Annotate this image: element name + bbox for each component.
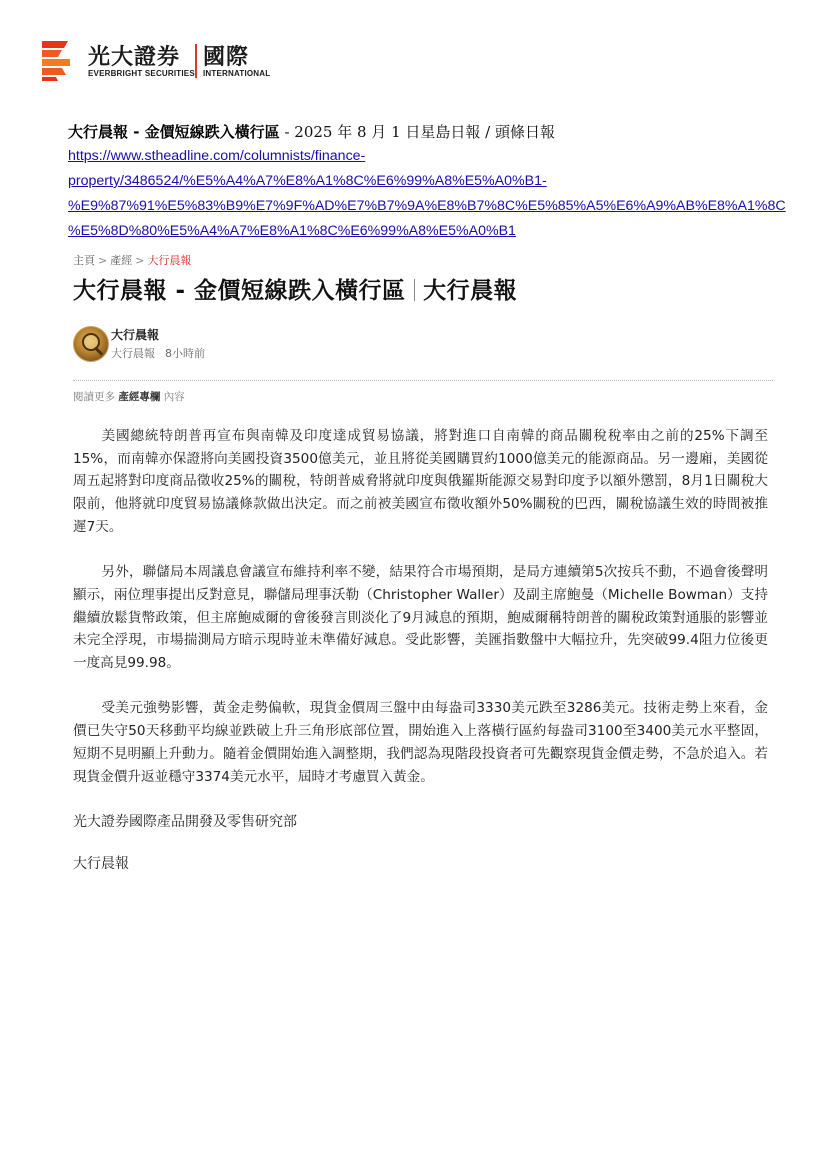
paragraph: 另外，聯儲局本周議息會議宣布維持利率不變，結果符合市場預期，是局方連續第5次按兵不動，不過會後聲明顯示，兩位理事提出反對意見，聯儲局理事沃勒（Christopher Waller）及副主席鮑曼（Michelle Bowman）支持繼續放鬆貨幣政策，但主席鮑威爾的會後發言則淡化了9月減息的預期，鮑威爾稱特朗普的關稅政策對通脹的影響並未完全浮現，市場揣測局方暗示現時並未準備好減息。受此影響，美匯指數盤中大幅拉升，先突破99.4阻力位後更一度高見99.98。 — [73, 564, 768, 672]
article-body — [73, 425, 768, 788]
avatar[interactable] — [73, 326, 109, 362]
document-title: 大行晨報 - 金價短線跌入橫行區 — [68, 123, 280, 141]
read-more-prefix: 閱讀更多 — [73, 391, 115, 403]
magnifier-handle — [94, 346, 103, 355]
logo-division-en: INTERNATIONAL — [203, 69, 271, 78]
post-time: 8小時前 — [165, 347, 205, 360]
source-url-line-4[interactable]: %E5%8D%80%E5%A4%A7%E8%A1%8C%E6%99%A8%E5%A0%B1 — [68, 223, 516, 239]
source-url-line-3[interactable]: %E9%87%91%E5%83%B9%E7%9F%AD%E7%B7%9A%E8%B7%8C%E5%85%A5%E6%A9%AB%E8%A1%8C — [68, 198, 786, 214]
title-divider — [414, 279, 416, 301]
article-clip — [73, 252, 778, 875]
breadcrumb-separator: > — [135, 254, 145, 267]
read-more — [73, 389, 778, 405]
logo-divider — [195, 44, 197, 78]
breadcrumb — [73, 252, 778, 270]
author-meta — [111, 345, 205, 361]
signature-column: 大行晨報 — [73, 855, 129, 872]
read-more-suffix: 內容 — [163, 391, 185, 403]
breadcrumb-finance[interactable]: 產經 — [110, 254, 133, 267]
logo-brand-cn: 光大證券 — [88, 45, 181, 70]
company-logo — [40, 40, 271, 82]
breadcrumb-current[interactable]: 大行晨報 — [147, 254, 192, 267]
document-header — [68, 120, 788, 244]
signature-department: 光大證券國際產品開發及零售研究部 — [73, 813, 297, 830]
paragraph: 受美元強勢影響，黃金走勢偏軟，現貨金價周三盤中由每盎司3330美元跌至3286美元。技術走勢上來看，金價已失守50天移動平均線並跌破上升三角形底部位置，開始進入上落橫行區約每盎司3100至3400美元水平整固，短期不見明顯上升動力。隨着金價開始進入調整期，我們認為現階段投資者可先觀察現貨金價走勢，不急於追入。若現貨金價升返並穩守3374美元水平，屆時才考慮買入黃金。 — [73, 700, 768, 785]
document-source: - 2025 年 8 月 1 日星島日報 / 頭條日報 — [279, 123, 555, 141]
author-name[interactable]: 大行晨報 — [111, 328, 160, 342]
logo-brand-en: EVERBRIGHT SECURITIES — [88, 69, 195, 78]
source-url-line-2[interactable]: property/3486524/%E5%A4%A7%E8%A1%8C%E6%99%A8%E5%A0%B1- — [68, 173, 547, 189]
divider — [73, 380, 773, 381]
breadcrumb-separator: > — [98, 254, 108, 267]
document-title-line — [68, 120, 788, 144]
article-title-column: 大行晨報 — [423, 278, 518, 304]
everbright-logo-icon — [40, 40, 72, 82]
breadcrumb-home[interactable]: 主頁 — [73, 254, 95, 267]
author-block — [73, 326, 778, 374]
logo-division-cn: 國際 — [203, 45, 250, 70]
paragraph: 美國總統特朗普再宣布與南韓及印度達成貿易協議，將對進口自南韓的商品關稅稅率由之前的25%下調至15%，而南韓亦保證將向美國投資3500億美元，並且將從美國購買約1000億美元的能源商品。另一邊廂，美國從周五起將對印度商品徵收25%的關稅，特朗普威脅將就印度與俄羅斯能源交易對印度予以額外懲罰，8月1日關稅大限前，他將就印度貿易協議條款做出決定。而之前被美國宣布徵收額外50%關稅的巴西，關稅協議生效的時間被推遲7天。 — [73, 428, 768, 535]
source-url-line-1[interactable]: https://www.stheadline.com/columnists/finance- — [68, 148, 366, 164]
author-column: 大行晨報 — [111, 347, 155, 360]
read-more-link[interactable]: 產經專欄 — [118, 391, 161, 403]
article-title — [73, 274, 778, 308]
article-title-main: 大行晨報 - 金價短線跌入橫行區 — [73, 278, 406, 304]
